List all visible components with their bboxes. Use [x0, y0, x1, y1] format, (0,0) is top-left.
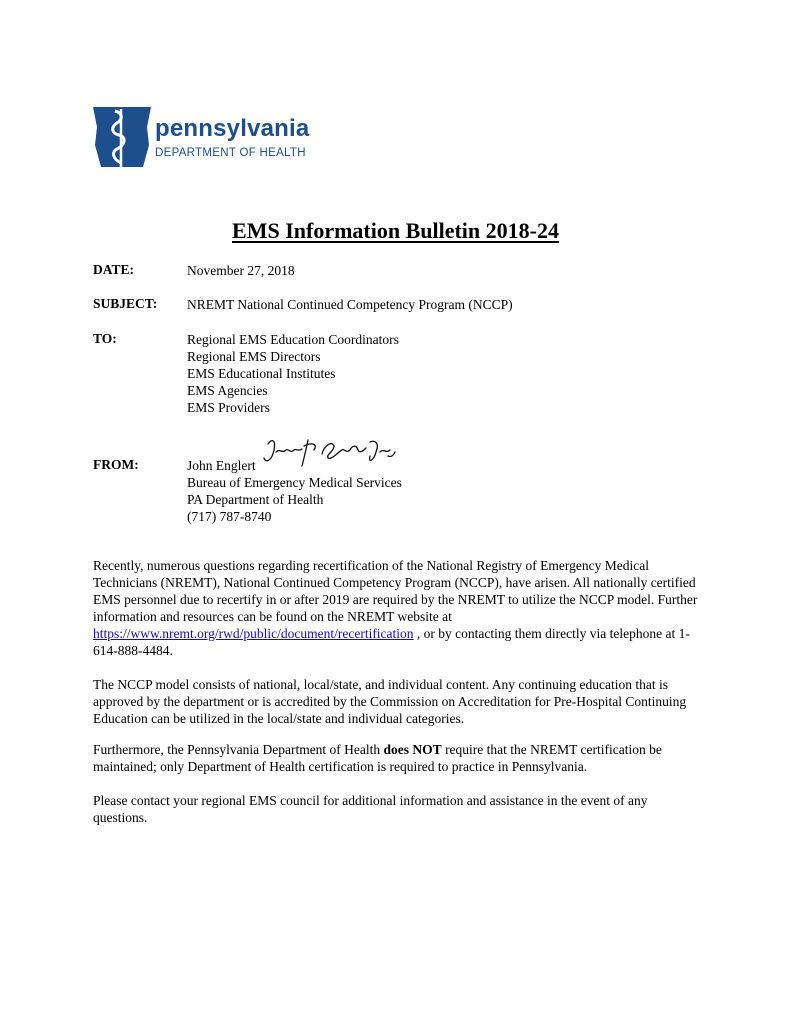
recipient-line: EMS Agencies: [187, 383, 268, 398]
from-block: [187, 457, 402, 525]
recipient-line: EMS Providers: [187, 400, 270, 415]
to-recipients: [187, 331, 399, 416]
subject-value: NREMT National Continued Competency Program (NCCP): [187, 297, 513, 312]
bulletin-title: EMS Information Bulletin 2018-24: [232, 218, 559, 243]
date-label: DATE:: [93, 262, 135, 277]
emphasis-does-not: does NOT: [383, 742, 442, 757]
recipient-line: Regional EMS Education Coordinators: [187, 332, 399, 347]
subject-label: SUBJECT:: [93, 296, 158, 311]
from-line: John Englert: [187, 458, 256, 473]
paragraph-contact: Please contact your regional EMS council for additional information and assistance in the event of any questions.: [93, 793, 648, 825]
logo-department: DEPARTMENT OF HEALTH: [155, 147, 306, 159]
from-label: FROM:: [93, 457, 139, 472]
from-line: (717) 787-8740: [187, 509, 272, 524]
pa-health-logo: [93, 105, 333, 169]
logo-wordmark: pennsylvania: [155, 115, 310, 142]
paragraph-doh-requirement: Furthermore, the Pennsylvania Department of Health does NOT require that the NREMT certification be maintained; only Department of Health certification is required to practice in Pennsylvania.: [93, 742, 662, 774]
paragraph-nccp-model: The NCCP model consists of national, local/state, and individual content. Any continuing education that is approved by the department or is accredited by the Commission on Accreditation for Pre-Hospital Continuing Education can be utilized in the local/state and individual categories.: [93, 677, 687, 726]
to-label: TO:: [93, 331, 117, 346]
date-value: November 27, 2018: [187, 263, 295, 278]
from-line: Bureau of Emergency Medical Services: [187, 475, 402, 490]
keystone-icon: [93, 105, 151, 169]
recipient-line: Regional EMS Directors: [187, 349, 321, 364]
recipient-line: EMS Educational Institutes: [187, 366, 336, 381]
from-line: PA Department of Health: [187, 492, 324, 507]
paragraph-recertification: Recently, numerous questions regarding recertification of the National Registry of Emergency Medical Technicians (NREMT), National Continued Competency Program (NCCP), have arisen. All nationally certified EMS personnel due to recertify in or after 2019 are required by the NREMT to utilize the NCCP model. Further information and resources can be found on the NREMT website at https://www.nremt.org/rwd/public/document/recertification , or by contacting them directly via telephone at 1-614-888-4484.: [93, 558, 698, 658]
nremt-link[interactable]: https://www.nremt.org/rwd/public/document/recertification: [93, 626, 414, 641]
